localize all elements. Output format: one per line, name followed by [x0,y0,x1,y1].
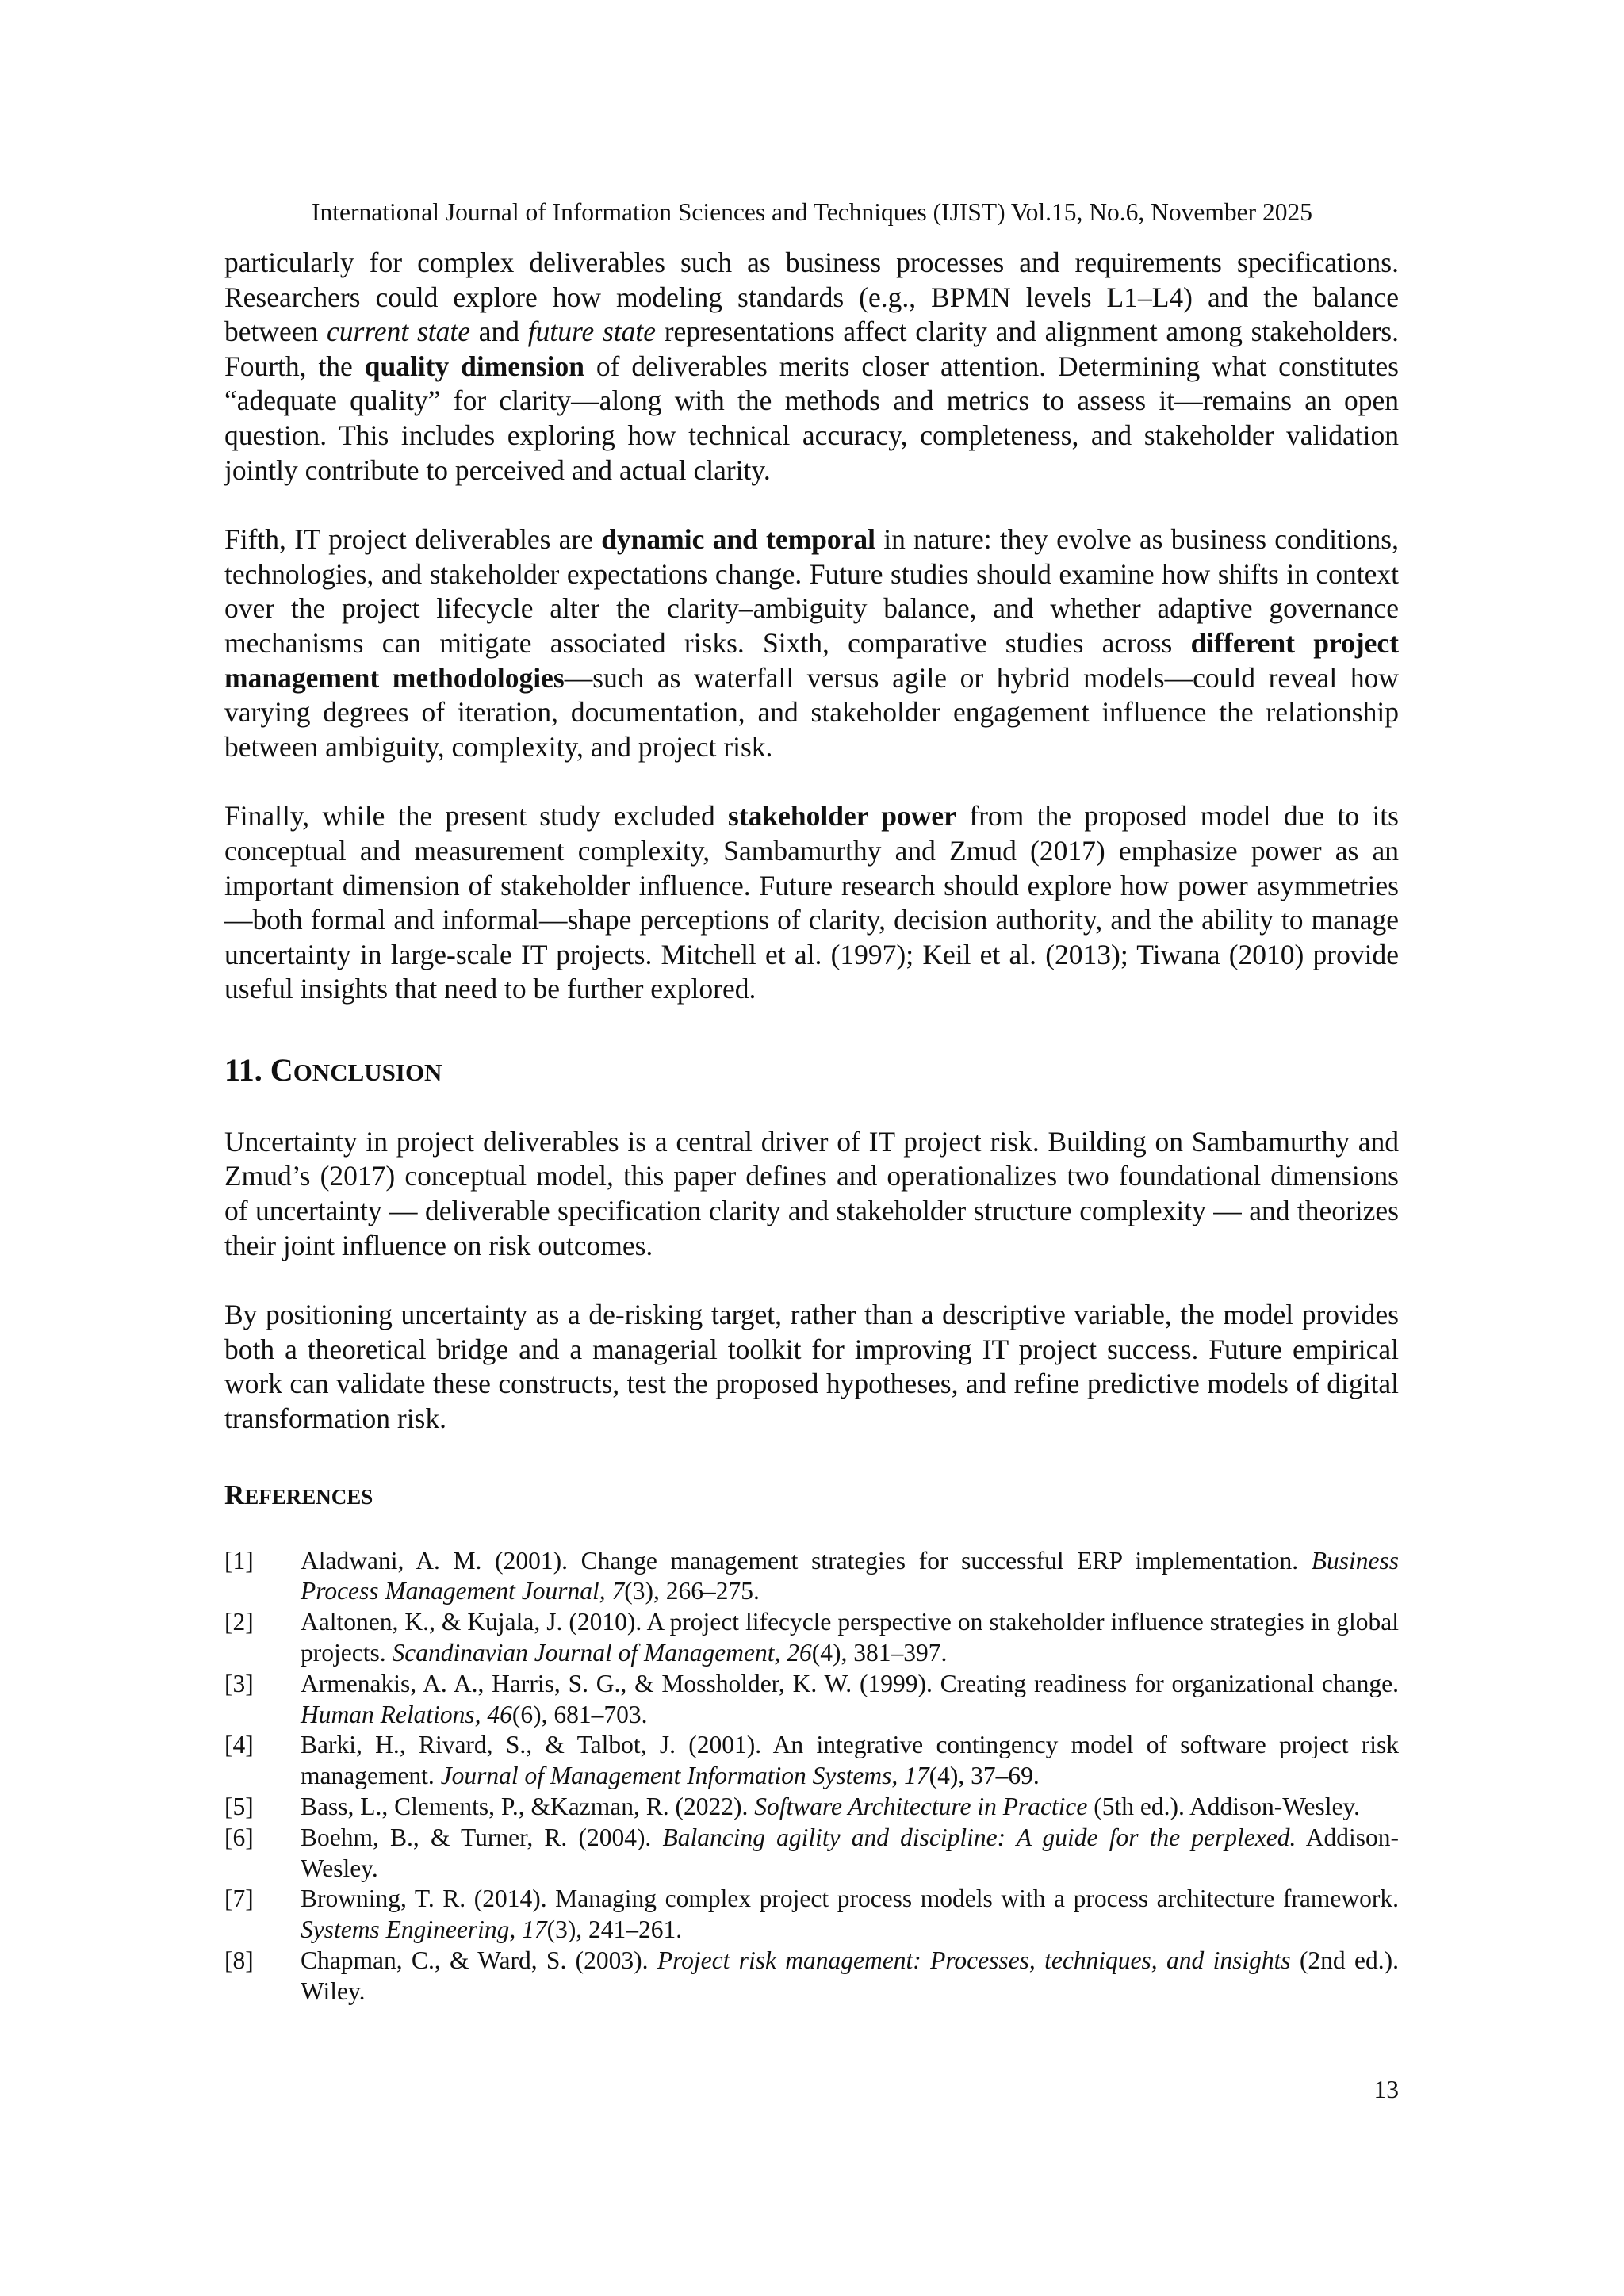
paragraph-future-research-2 [224,522,1399,764]
reference-text [301,1730,1399,1792]
reference-number: [5] [224,1793,254,1820]
reference-pages: (6), 681–703. [511,1700,648,1728]
reference-authors-title: Browning, T. R. (2014). Managing complex project process models with a process architecture framework. [301,1885,1399,1913]
reference-pages: (2nd ed.). Wiley. [301,1946,1399,2005]
reference-text [301,1546,1399,1608]
reference-text [301,1884,1399,1946]
reference-source: Project risk management: Processes, techniques, and insights [657,1946,1291,1974]
bold-text: stakeholder power [728,800,956,832]
reference-authors-title: Chapman, C., & Ward, S. (2003). [301,1946,657,1974]
reference-text [301,1823,1399,1885]
reference-number: [2] [224,1608,254,1636]
reference-source: Balancing agility and discipline: A guide for the perplexed. [662,1823,1297,1851]
reference-pages: Addison-Wesley. [301,1823,1399,1882]
reference-item-8 [224,1946,1399,2007]
reference-pages: (3), 241–261. [546,1915,683,1944]
reference-number: [3] [224,1669,254,1697]
reference-number: [1] [224,1546,254,1575]
reference-authors-title: Armenakis, A. A., Harris, S. G., & Mossholder, K. W. (1999). Creating readiness for organizational change. [301,1669,1399,1697]
section-title-cap: C [270,1051,293,1088]
references-heading-rest: EFERENCES [244,1484,373,1509]
running-header: International Journal of Information Sciences and Techniques (IJIST) Vol.15, No.6, November 2025 [312,198,1312,226]
reference-pages: (3), 266–275. [624,1577,760,1605]
reference-authors-title: Bass, L., Clements, P., &Kazman, R. (2022). [301,1793,755,1820]
reference-authors-title: Boehm, B., & Turner, R. (2004). [301,1823,663,1851]
reference-number: [6] [224,1823,254,1851]
reference-source: Scandinavian Journal of Management, 26 [392,1639,812,1667]
reference-source: Human Relations, 46 [301,1700,512,1728]
paragraph-future-research-1 [224,246,1399,488]
reference-item-4 [224,1730,1399,1792]
reference-authors-title: Aladwani, A. M. (2001). Change management strategies for successful ERP implementation. [301,1546,1312,1575]
text-run: Finally, while the present study excluded [224,800,729,832]
reference-source: Systems Engineering, 17 [301,1915,547,1944]
text-run: Fifth, IT project deliverables are [224,523,602,556]
reference-item-7 [224,1884,1399,1946]
paragraph-conclusion-2: By positioning uncertainty as a de-risking target, rather than a descriptive variable, the model provides both a theoretical bridge and a managerial toolkit for improving IT project success. Future empirical work can validate these constructs, test the proposed hypotheses, and refine predictive models of digital transformation risk. [224,1299,1399,1435]
references-heading-cap: R [224,1479,245,1510]
text-run: of deliverables merits closer attention. Determining what constitutes “adequate quality” for clarity—along with the methods and metrics to assess it—remains an open question. This includes exploring how technical accuracy, completeness, and stakeholder validation jointly contribute to perceived and actual clarity. [224,350,1400,486]
reference-list [224,1546,1399,2007]
reference-item-6 [224,1823,1399,1885]
reference-item-2 [224,1607,1399,1669]
reference-source: Business Process Management Journal, 7 [301,1546,1399,1605]
text-run: representations affect clarity and alignment among stakeholders. Fourth, the [224,316,1399,382]
reference-source: Software Architecture in Practice [754,1793,1088,1820]
reference-pages: (4), 381–397. [811,1639,948,1667]
reference-authors-title: Aaltonen, K., & Kujala, J. (2010). A project lifecycle perspective on stakeholder influence strategies in global projects. [301,1608,1399,1667]
reference-authors-title: Barki, H., Rivard, S., & Talbot, J. (2001). An integrative contingency model of software project risk management. [301,1731,1399,1790]
reference-number: [8] [224,1946,254,1974]
reference-text [301,1607,1399,1669]
text-run: from the proposed model due to its conceptual and measurement complexity, Sambamurthy and Zmud (2017) emphasize power as an important dimension of stakeholder influence. Future research should explore how power asymmetries—both formal and informal—shape perceptions of clarity, decision authority, and the ability to manage uncertainty in large-scale IT projects. Mitchell et al. (1997); Keil et al. (2013); Tiwana (2010) provide useful insights that need to be further explored. [224,800,1399,1005]
paragraph-future-research-3 [224,799,1399,1007]
text-run: —such as waterfall versus agile or hybrid models—could reveal how varying degrees of iteration, documentation, and stakeholder engagement influence the relationship between ambiguity, complexity, and project risk. [224,661,1400,763]
page-content [224,246,1399,2007]
page-number: 13 [1373,2076,1399,2103]
reference-source: Journal of Management Information Systems, 17 [440,1762,929,1790]
emphasis-text: current state [327,316,470,348]
bold-text: dynamic and temporal [601,523,876,556]
text-run: and [470,316,528,348]
reference-number: [7] [224,1885,254,1913]
section-title-rest: ONCLUSION [293,1058,442,1086]
reference-number: [4] [224,1731,254,1759]
reference-pages: (5th ed.). Addison-Wesley. [1087,1793,1361,1820]
bold-text: different project management methodologies [224,626,1399,694]
reference-text [301,1792,1399,1823]
reference-text [301,1669,1399,1731]
section-number: 11. [224,1051,270,1088]
paragraph-conclusion-1: Uncertainty in project deliverables is a central driver of IT project risk. Building on Sambamurthy and Zmud’s (2017) conceptual model, this paper defines and operationalizes two foundational dimensions of uncertainty — deliverable specification clarity and stakeholder structure complexity — and theorizes their joint influence on risk outcomes. [224,1125,1399,1261]
reference-pages: (4), 37–69. [929,1762,1040,1790]
section-heading-conclusion [224,1048,1399,1095]
text-run: particularly for complex deliverables such as business processes and requirements specifications. Researchers could explore how modeling standards (e.g., BPMN levels L1–L4) and the balance between [224,247,1399,348]
reference-item-5 [224,1792,1399,1823]
text-run: in nature: they evolve as business conditions, technologies, and stakeholder expectations change. Future studies should examine how shifts in context over the project lifecycle alter the clarity–ambiguity balance, and whether adaptive governance mechanisms can mitigate associated risks. Sixth, comparative studies across [224,523,1399,659]
emphasis-text: future state [527,316,656,348]
bold-text: quality dimension [364,350,584,382]
reference-text [301,1946,1399,2007]
reference-item-3 [224,1669,1399,1731]
references-heading [224,1476,1399,1516]
reference-item-1 [224,1546,1399,1608]
